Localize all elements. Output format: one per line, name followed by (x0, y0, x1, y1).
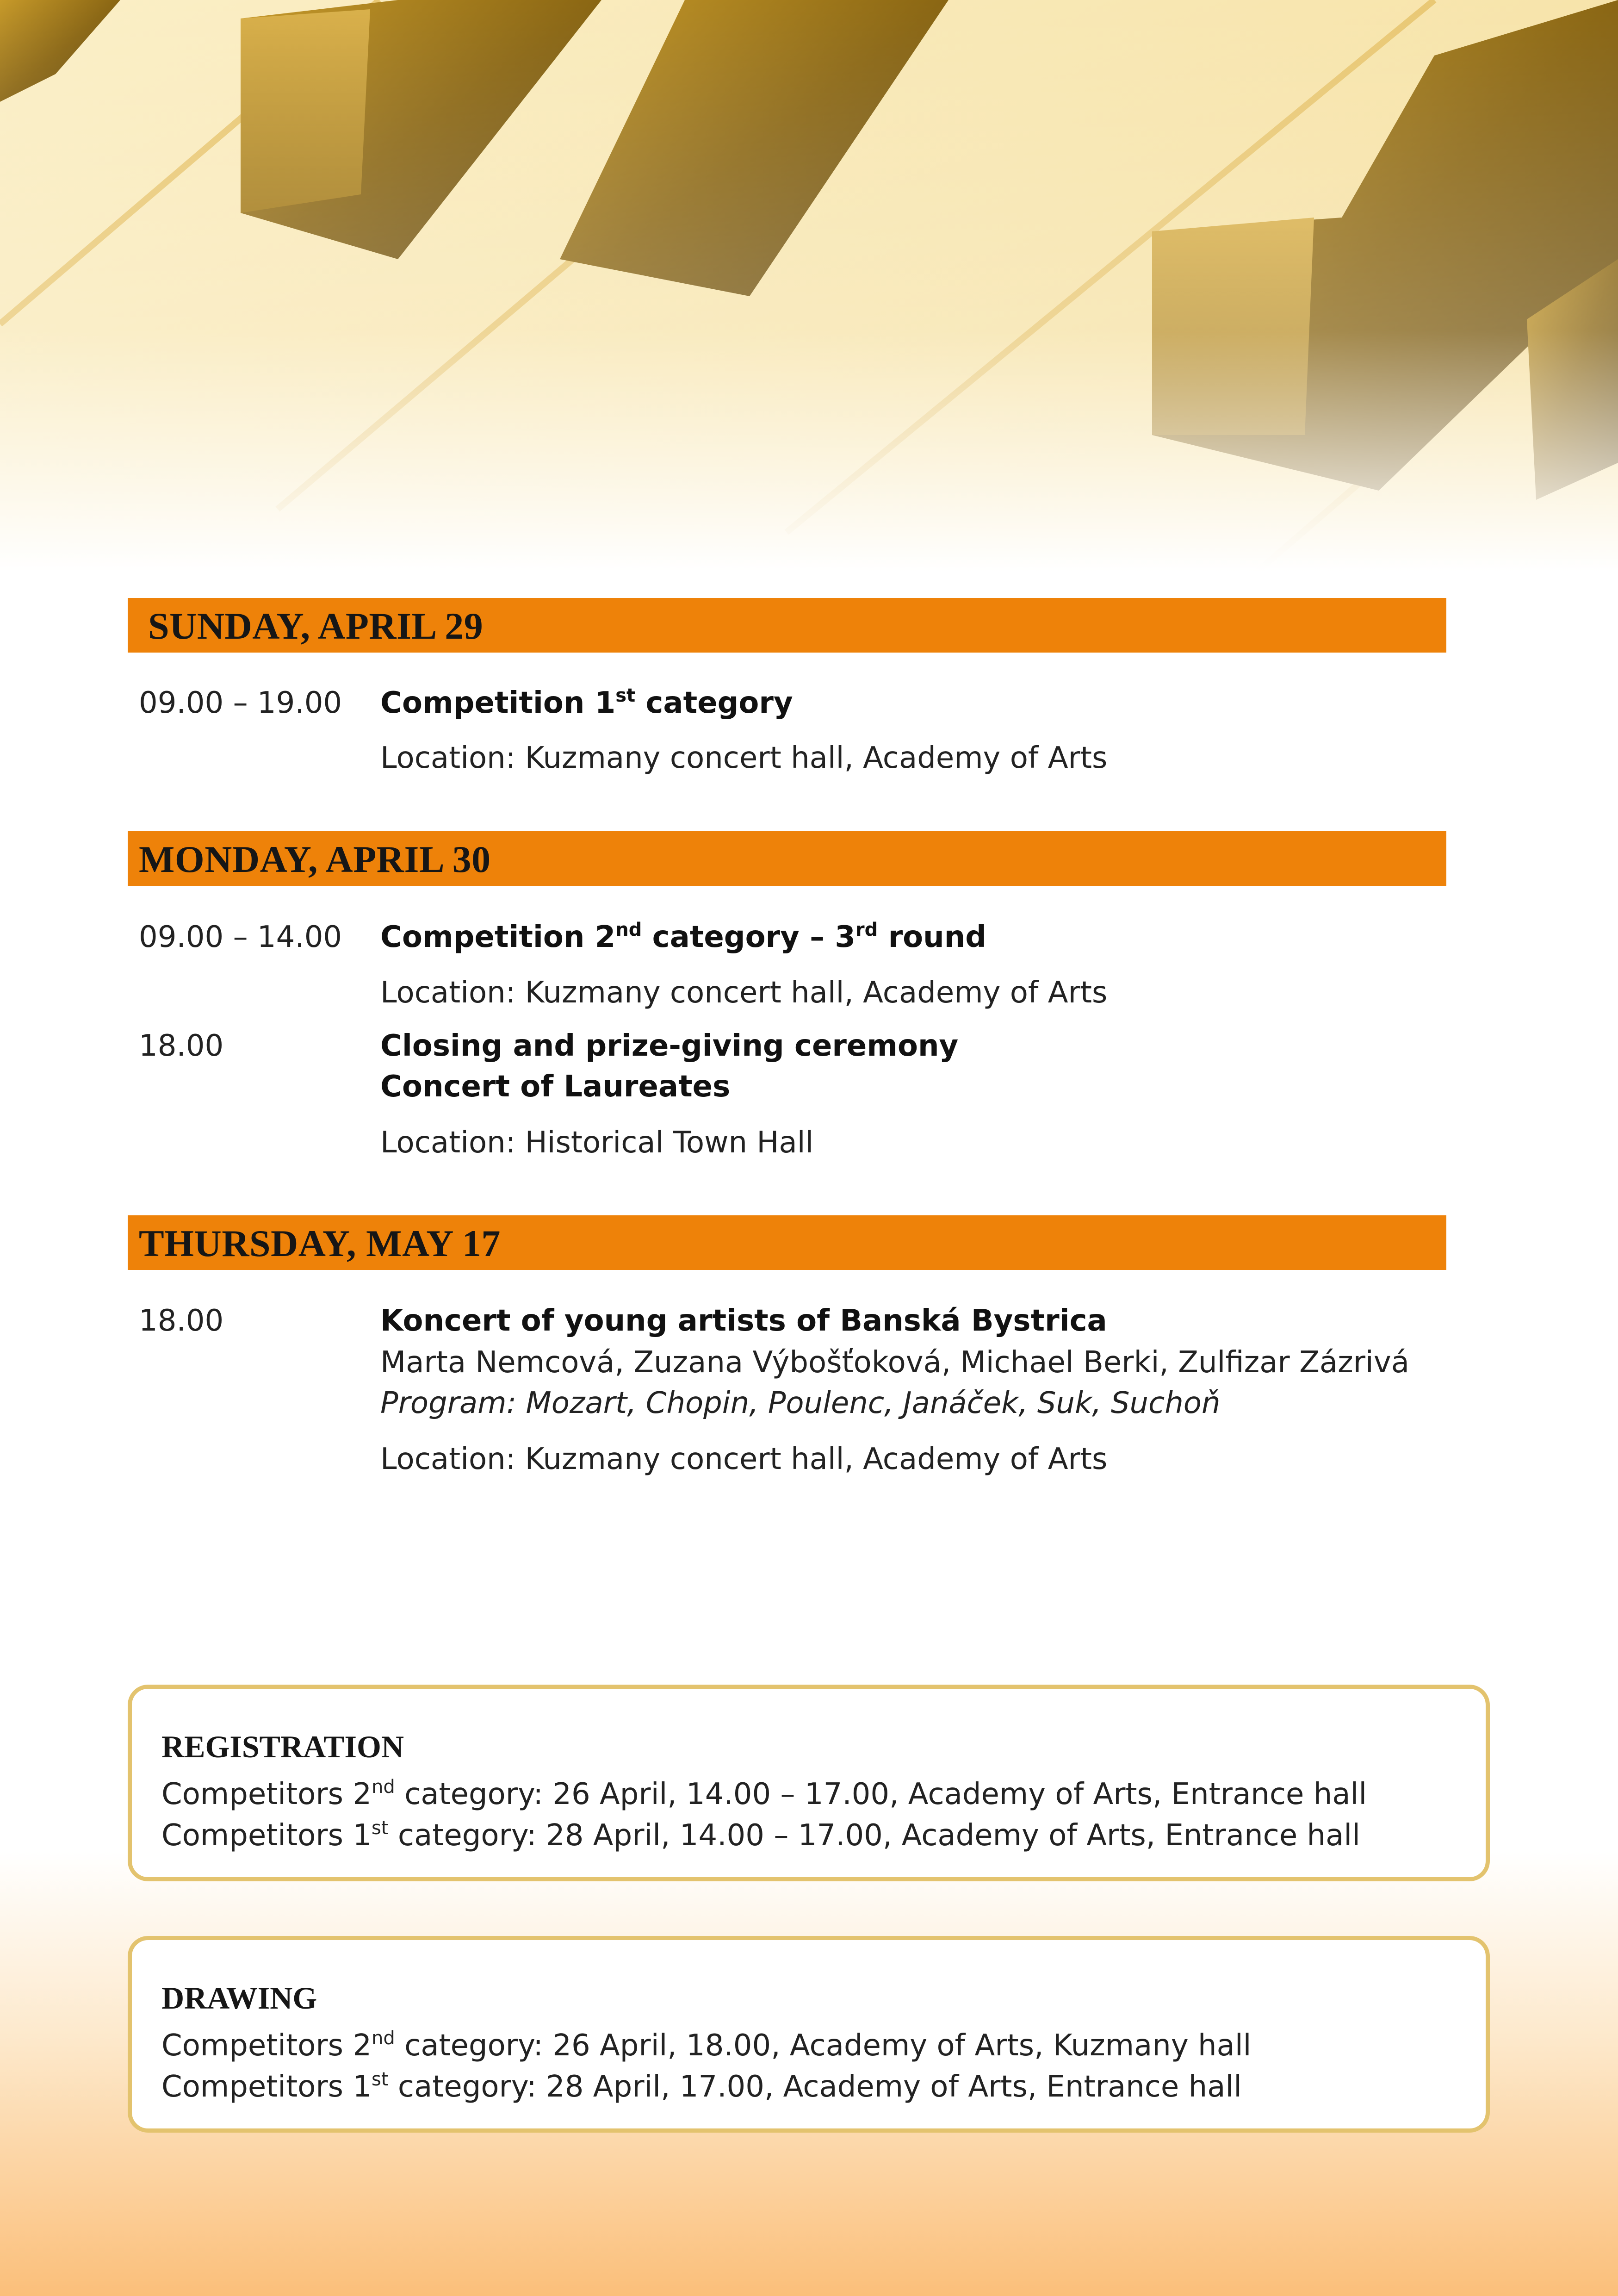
drawing-line: Competitors 1st category: 28 April, 17.00, Academy of Arts, Entrance hall (161, 2069, 1242, 2104)
event-time: 09.00 – 19.00 (139, 686, 342, 720)
event-time: 09.00 – 14.00 (139, 920, 342, 954)
drawing-title: DRAWING (161, 1980, 317, 2016)
event-location: Location: Kuzmany concert hall, Academy of Arts (380, 976, 1108, 1010)
event-title: Concert of Laureates (380, 1070, 731, 1104)
event-title: Closing and prize-giving ceremony (380, 1029, 959, 1063)
event-title: Competition 1st category (380, 685, 793, 720)
event-performers: Marta Nemcová, Zuzana Výbošťoková, Michael Berki, Zulfizar Zázrivá (380, 1345, 1409, 1380)
day-title: SUNDAY, APRIL 29 (148, 605, 484, 647)
day-title: THURSDAY, MAY 17 (139, 1222, 501, 1264)
day-title: MONDAY, APRIL 30 (139, 838, 491, 880)
event-location: Location: Kuzmany concert hall, Academy of Arts (380, 1442, 1108, 1476)
day-header-sunday (128, 598, 1446, 653)
event-title: Competition 2nd category – 3rd round (380, 919, 987, 954)
registration-box (128, 1685, 1490, 1881)
event-time: 18.00 (139, 1304, 224, 1338)
registration-line: Competitors 2nd category: 26 April, 14.00 – 17.00, Academy of Arts, Entrance hall (161, 1776, 1367, 1811)
event-title: Koncert of young artists of Banská Bystrica (380, 1304, 1107, 1338)
day-header-thursday (128, 1215, 1446, 1270)
registration-title: REGISTRATION (161, 1729, 404, 1764)
registration-line: Competitors 1st category: 28 April, 14.00 – 17.00, Academy of Arts, Entrance hall (161, 1817, 1360, 1853)
piano-keys-image (0, 0, 1618, 602)
day-header-monday (128, 831, 1446, 886)
event-program: Program: Mozart, Chopin, Poulenc, Janáček, Suk, Suchoň (380, 1386, 1221, 1420)
event-location: Location: Historical Town Hall (380, 1126, 814, 1160)
drawing-line: Competitors 2nd category: 26 April, 18.00, Academy of Arts, Kuzmany hall (161, 2028, 1252, 2063)
event-time: 18.00 (139, 1029, 224, 1063)
event-location: Location: Kuzmany concert hall, Academy of Arts (380, 741, 1108, 775)
drawing-box (128, 1936, 1490, 2133)
